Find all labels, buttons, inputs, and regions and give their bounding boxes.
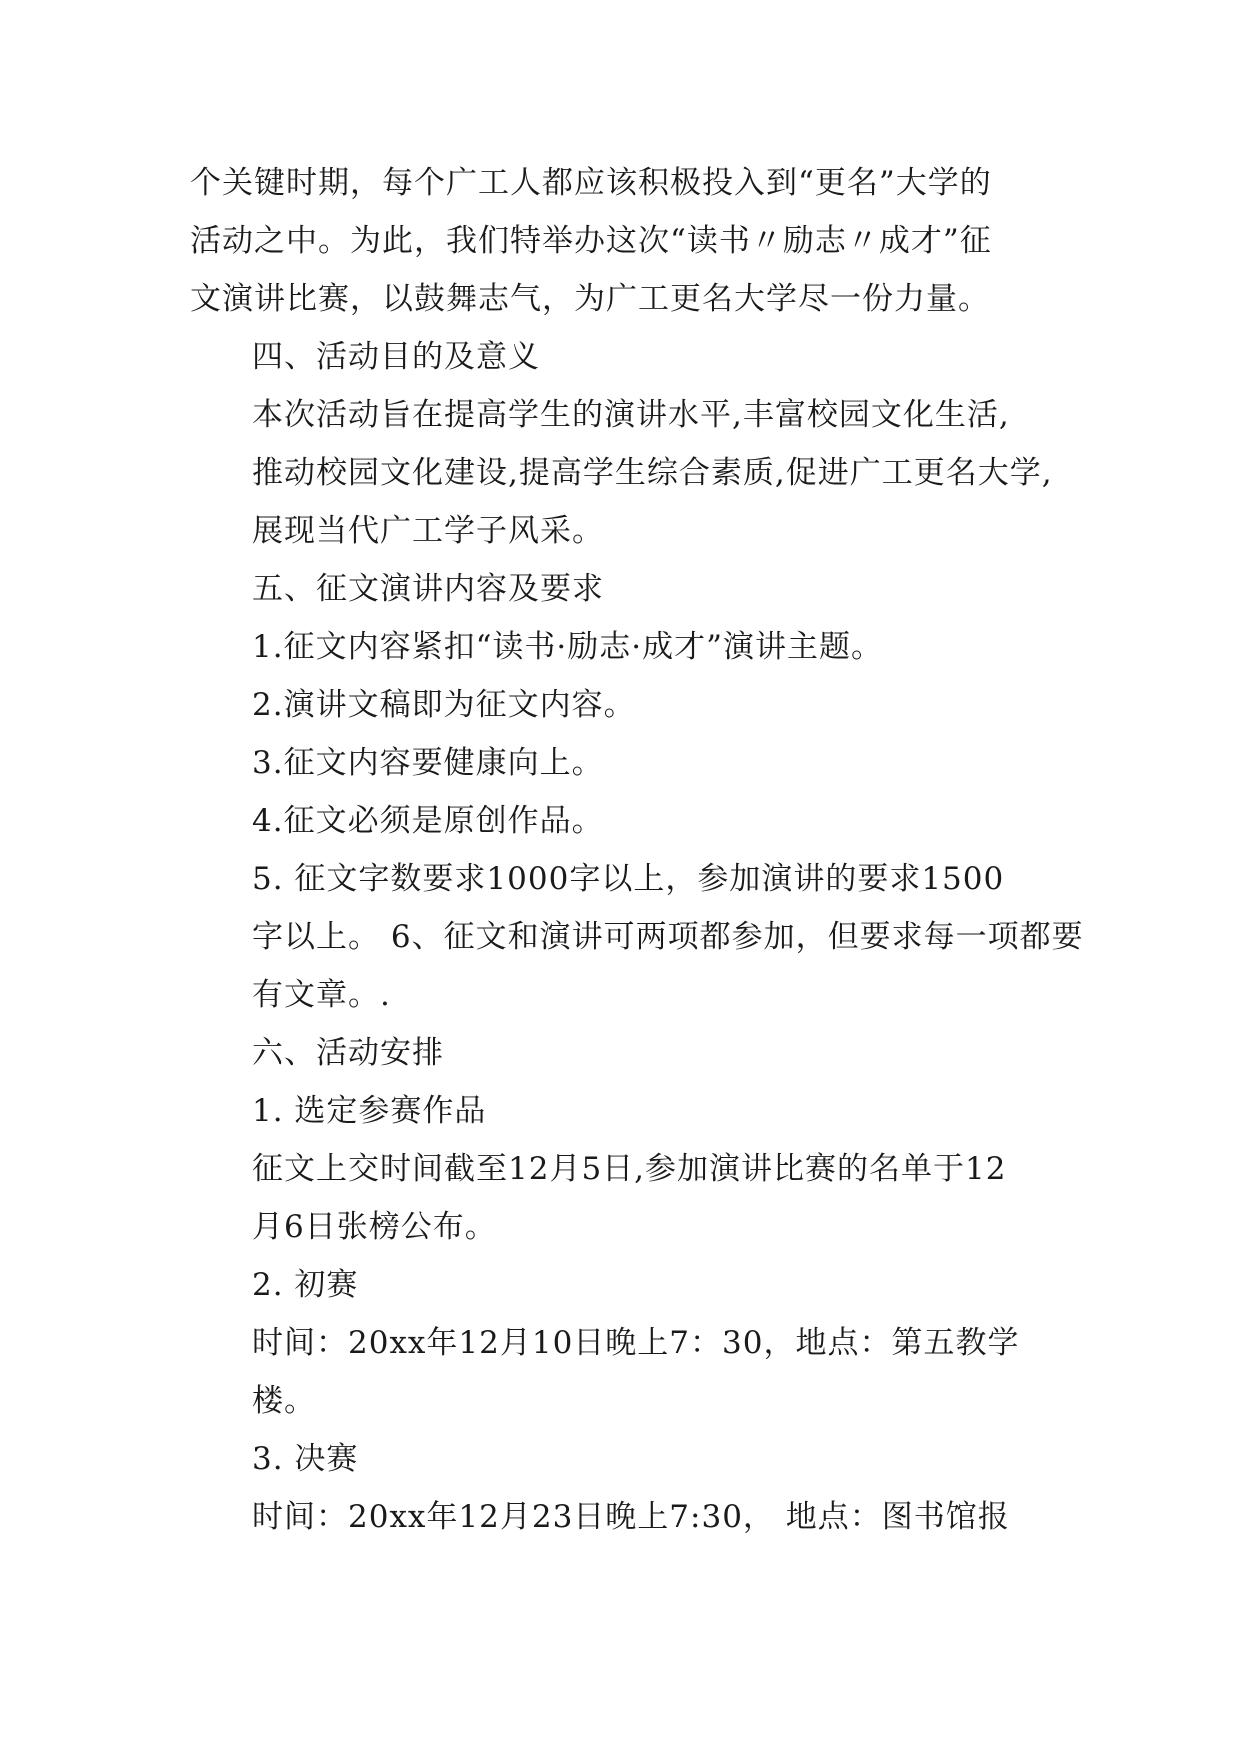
paragraph (190, 734, 1050, 792)
text-line: 推动校园文化建设,提高学生综合素质,促进广工更名大学, (252, 455, 1053, 491)
text-line: 有文章。. (252, 977, 391, 1013)
text-line: 展现当代广工学子风采。 (252, 513, 604, 549)
paragraph (190, 154, 1050, 328)
paragraph (190, 676, 1050, 734)
text-line: 文演讲比赛，以鼓舞志气，为广工更名大学尽一份力量。 (190, 281, 990, 317)
paragraph (190, 850, 1084, 1024)
paragraph (190, 618, 1050, 676)
text-line: 字以上。 6、征文和演讲可两项都参加，但要求每一项都要 (252, 919, 1084, 955)
text-line: 楼。 (252, 1383, 316, 1419)
paragraph (190, 560, 1050, 618)
paragraph (190, 328, 1050, 386)
text-line: 四、活动目的及意义 (252, 339, 540, 375)
paragraph (190, 1314, 1050, 1430)
text-line: 4.征文必须是原创作品。 (252, 803, 604, 839)
text-line: 时间：20xx年12月10日晚上7：30，地点：第五教学 (252, 1325, 1020, 1361)
text-line: 五、征文演讲内容及要求 (252, 571, 604, 607)
text-line: 3. 决赛 (252, 1441, 359, 1477)
text-line: 时间：20xx年12月23日晚上7:30， 地点：图书馆报 (252, 1499, 1010, 1535)
text-line: 六、活动安排 (252, 1035, 444, 1071)
text-line: 1.征文内容紧扣“读书·励志·成才”演讲主题。 (252, 629, 883, 665)
paragraph (190, 1140, 1050, 1256)
text-line: 2. 初赛 (252, 1267, 359, 1303)
document-body (190, 154, 1084, 1546)
text-line: 5. 征文字数要求1000字以上，参加演讲的要求1500 (252, 861, 1005, 897)
text-line: 2.演讲文稿即为征文内容。 (252, 687, 636, 723)
text-line: 活动之中。为此，我们特举办这次“读书〃励志〃成才”征 (190, 223, 992, 259)
paragraph (190, 1256, 1050, 1314)
paragraph (190, 1488, 1050, 1546)
paragraph (190, 1430, 1050, 1488)
paragraph (190, 386, 1053, 560)
text-line: 3.征文内容要健康向上。 (252, 745, 604, 781)
paragraph (190, 1024, 1050, 1082)
text-line: 1. 选定参赛作品 (252, 1093, 487, 1129)
text-line: 个关键时期，每个广工人都应该积极投入到“更名”大学的 (190, 165, 992, 201)
paragraph (190, 792, 1050, 850)
text-line: 本次活动旨在提高学生的演讲水平,丰富校园文化生活, (252, 397, 1010, 433)
paragraph (190, 1082, 1050, 1140)
text-line: 月6日张榜公布。 (252, 1209, 497, 1245)
text-line: 征文上交时间截至12月5日,参加演讲比赛的名单于12 (252, 1151, 1007, 1187)
